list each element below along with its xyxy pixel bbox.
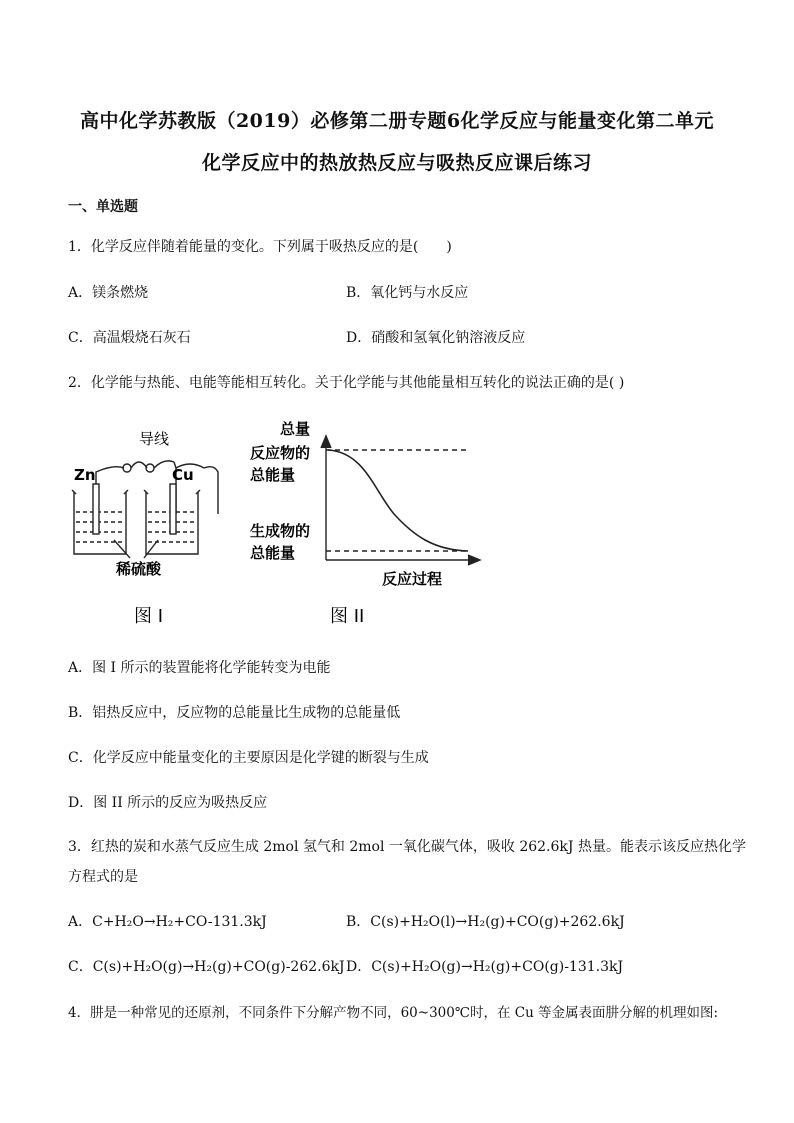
question-1-stem: 1．化学反应伴随着能量的变化。下列属于吸热反应的是( ) [68, 239, 452, 255]
question-3-stem-line1: 3．红热的炭和水蒸气反应生成 2mol 氢气和 2mol 一氧化碳气体，吸收 262.6kJ 热量。能表示该反应热化学 [68, 839, 746, 855]
document-title-line1: 高中化学苏教版（2019）必修第二册专题6化学反应与能量变化第二单元 [79, 110, 715, 132]
figure-1-wire-label: 导线 [139, 430, 170, 448]
figure-1-zn-label: Zn [74, 466, 96, 484]
question-1-option-b: B．氧化钙与水反应 [346, 285, 469, 301]
question-2-option-a: A．图 I 所示的装置能将化学能转变为电能 [68, 660, 331, 676]
figure-2-product-label-2: 总能量 [250, 544, 296, 562]
figure-2-caption: 图 II [330, 606, 365, 627]
question-1-option-d: D．硝酸和氢氧化钠溶液反应 [346, 330, 526, 346]
question-3-option-a: A．C+H₂O→H₂+CO-131.3kJ [68, 914, 267, 930]
question-3-option-c: C．C(s)+H₂O(g)→H₂(g)+CO(g)-262.6kJ [68, 959, 345, 975]
question-2-option-d: D．图 II 所示的反应为吸热反应 [68, 795, 268, 811]
question-3-stem-line2: 方程式的是 [68, 869, 138, 885]
figure-2-reactant-label-2: 总能量 [250, 466, 296, 484]
question-1-option-c: C．高温煅烧石灰石 [68, 330, 191, 346]
question-3-option-d: D．C(s)+H₂O(g)→H₂(g)+CO(g)-131.3kJ [346, 959, 624, 975]
figure-1-caption: 图 I [134, 606, 164, 627]
document-title-line2: 化学反应中的热放热反应与吸热反应课后练习 [201, 152, 592, 174]
question-2-stem: 2．化学能与热能、电能等能相互转化。关于化学能与其他能量相互转化的说法正确的是( ) [68, 375, 625, 391]
figure-2-x-axis-label: 反应过程 [382, 570, 443, 588]
section-heading: 一、单选题 [68, 199, 138, 215]
question-2-option-c: C．化学反应中能量变化的主要原因是化学键的断裂与生成 [68, 750, 429, 766]
question-1-option-a: A．镁条燃烧 [68, 285, 149, 301]
figure-2-product-label-1: 生成物的 [250, 522, 311, 540]
figure-2-energy-diagram [321, 436, 480, 565]
question-2-option-b: B．铝热反应中，反应物的总能量比生成物的总能量低 [68, 705, 401, 721]
figure-2-y-axis-label: 总量 [280, 420, 311, 438]
question-4-stem: 4．肼是一种常见的还原剂，不同条件下分解产物不同，60~300℃时，在 Cu 等金属表面肼分解的机理如图: [68, 1005, 719, 1021]
question-3-option-b: B．C(s)+H₂O(l)→H₂(g)+CO(g)+262.6kJ [346, 914, 625, 930]
figure-2-reactant-label-1: 反应物的 [250, 444, 311, 462]
figure-1-acid-label: 稀硫酸 [116, 560, 162, 578]
figure-1-cu-label: Cu [172, 466, 194, 484]
question-2-figure [64, 412, 484, 632]
